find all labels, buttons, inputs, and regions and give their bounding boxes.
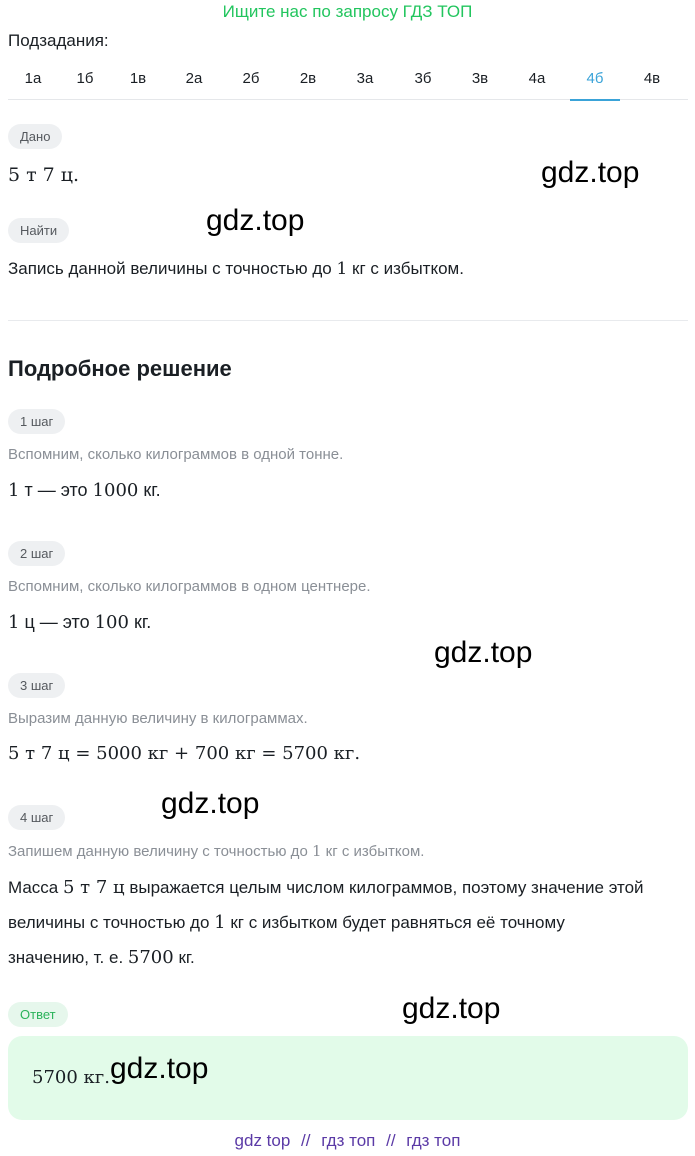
watermark: gdz.top	[434, 636, 533, 669]
footer-links	[0, 1131, 695, 1151]
step-1-hint: Вспомним, сколько килограммов в одной тонне.	[8, 446, 344, 463]
step-3-label: 3 шаг	[8, 673, 65, 698]
subtasks-heading: Подзадания:	[8, 31, 109, 50]
step-4-line-2: величины с точностью до 1 кг с избытком будет равняться её точному	[8, 912, 565, 933]
solution-title: Подробное решение	[8, 356, 232, 381]
tab-3v[interactable]: 3в	[471, 70, 489, 87]
answer-value: 5700 кг.	[32, 1067, 110, 1088]
watermark: gdz.top	[541, 156, 640, 189]
promo-banner[interactable]: Ищите нас по запросу ГДЗ ТОП	[222, 2, 473, 21]
given-value: 5 т 7 ц.	[8, 164, 80, 186]
section-divider	[8, 320, 688, 321]
step-4-explanation	[8, 870, 693, 975]
step-2-label: 2 шаг	[8, 541, 65, 566]
footer-separator: //	[301, 1131, 311, 1150]
step-4-label: 4 шаг	[8, 805, 65, 830]
step-4-line-3: значению, т. е. 5700 кг.	[8, 947, 195, 968]
footer-separator: //	[386, 1131, 396, 1150]
tab-3b[interactable]: 3б	[414, 70, 432, 87]
find-label: Найти	[8, 218, 69, 243]
tab-1a[interactable]: 1а	[24, 70, 42, 87]
step-3-hint: Выразим данную величину в килограммах.	[8, 710, 308, 727]
tab-2v[interactable]: 2в	[299, 70, 317, 87]
tab-2b[interactable]: 2б	[242, 70, 260, 87]
tab-1b[interactable]: 1б	[76, 70, 94, 87]
tab-4a[interactable]: 4а	[528, 70, 546, 87]
step-1-label: 1 шаг	[8, 409, 65, 434]
step-3-expression: 5 т 7 ц = 5000 кг + 700 кг = 5700 кг.	[8, 743, 361, 764]
watermark: gdz.top	[402, 992, 501, 1025]
step-1-content: 1 т — это 1000 кг.	[8, 480, 161, 501]
footer-link[interactable]: гдз топ	[406, 1131, 461, 1150]
tab-4v[interactable]: 4в	[643, 70, 661, 87]
footer-link[interactable]: гдз топ	[321, 1131, 376, 1150]
step-2-content: 1 ц — это 100 кг.	[8, 612, 152, 633]
footer-link[interactable]: gdz top	[234, 1131, 291, 1150]
step-4-hint: Запишем данную величину с точностью до 1 кг с избытком.	[8, 842, 425, 860]
tab-1v[interactable]: 1в	[129, 70, 147, 87]
given-label: Дано	[8, 124, 62, 149]
tab-2a[interactable]: 2а	[185, 70, 203, 87]
tab-3a[interactable]: 3а	[356, 70, 374, 87]
step-4-line-1: Масса 5 т 7 ц выражается целым числом килограммов, поэтому значение этой	[8, 877, 644, 898]
watermark: gdz.top	[206, 204, 305, 237]
subtask-tabs	[8, 62, 688, 100]
tab-4b[interactable]: 4б	[570, 62, 620, 100]
step-2-hint: Вспомним, сколько килограммов в одном центнере.	[8, 578, 371, 595]
answer-label: Ответ	[8, 1002, 68, 1027]
watermark: gdz.top	[110, 1052, 209, 1085]
watermark: gdz.top	[161, 787, 260, 820]
find-text: Запись данной величины с точностью до 1 кг с избытком.	[8, 259, 464, 279]
